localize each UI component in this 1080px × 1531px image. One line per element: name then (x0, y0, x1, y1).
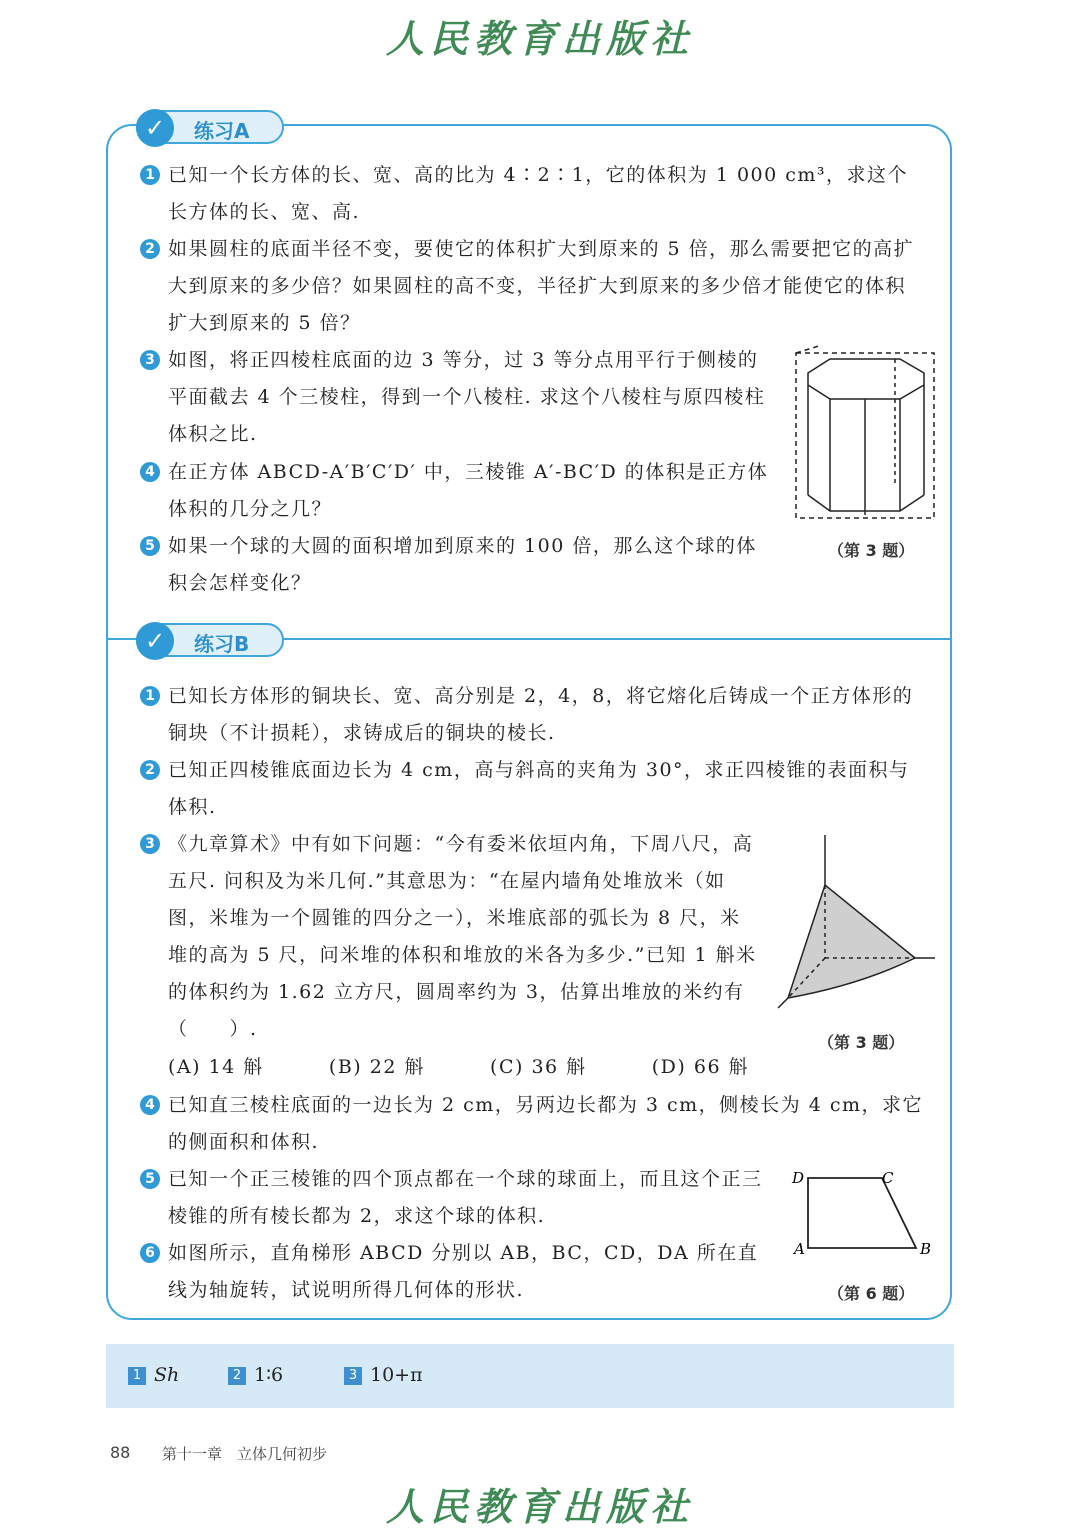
exercise-a-question-4: 4 在正方体 ABCD-A′B′C′D′ 中，三棱锥 A′-BC′D 的体积是正方体体积的几分之几？ (140, 454, 776, 528)
label-c: C (882, 1169, 894, 1187)
exercise-a-question-2: 2 如果圆柱的底面半径不变，要使它的体积扩大到原来的 5 倍，那么需要把它的高扩大到原来的多少倍？如果圆柱的高不变，半径扩大到原来的多少倍才能使它的体积扩大到原来的 5 倍？ (140, 231, 926, 342)
label-d: D (792, 1169, 805, 1187)
answer-1: 1 Sh (128, 1364, 179, 1386)
exercise-a-question-5: 5 如果一个球的大圆的面积增加到原来的 100 倍，那么这个球的体积会怎样变化？ (140, 528, 776, 602)
exercise-a-question-1: 1 已知一个长方体的长、宽、高的比为 4∶2∶1，它的体积为 1 000 cm³，求这个长方体的长、宽、高. (140, 157, 926, 231)
exercise-b-question-3-options: (A) 14 斛 (B) 22 斛 (C) 36 斛 (D) 66 斛 (168, 1056, 750, 1078)
exercise-b-title: 练习B (194, 632, 250, 656)
publisher-logo-bottom: 人民教育出版社 (385, 1484, 694, 1529)
trapezoid-figure (786, 1166, 936, 1261)
answer-3: 3 10+π (344, 1364, 423, 1386)
publisher-logo-top: 人民教育出版社 (385, 16, 694, 61)
chapter-title: 第十一章 立体几何初步 (162, 1445, 328, 1463)
exercise-b-question-6: 6 如图所示，直角梯形 ABCD 分别以 AB，BC，CD，DA 所在直线为轴旋转，试说明所得几何体的形状. (140, 1235, 776, 1309)
exercise-b-question-5: 5 已知一个正三棱锥的四个顶点都在一个球的球面上，而且这个正三棱锥的所有棱长都为 2，求这个球的体积. (140, 1161, 776, 1235)
exercise-b-question-3: 3 《九章算术》中有如下问题：“今有委米依垣内角，下周八尺，高五尺. 问积及为米几何.”其意思为：“在屋内墙角处堆放米（如图，米堆为一个圆锥的四分之一），米堆底部的弧长为 8 尺，米堆的高为 5 尺，问米堆的体积和堆放的米各为多少.”已知 1 斛米的体积约为 1.62 立方尺，圆周率约为 3，估算出堆放的米约有（ ）. (140, 826, 760, 1048)
answers-panel (106, 1344, 954, 1408)
exercise-b-question-4: 4 已知直三棱柱底面的一边长为 2 cm，另两边长都为 3 cm，侧棱长为 4 cm，求它的侧面积和体积. (140, 1087, 926, 1161)
exercise-a-title: 练习A (194, 119, 250, 143)
figure-3a-caption: （第 3 题） (828, 541, 915, 560)
exercise-a-tab (136, 110, 284, 144)
label-b: B (920, 1240, 932, 1258)
check-icon: ✓ (136, 109, 174, 147)
figure-3b-caption: （第 3 题） (818, 1033, 905, 1052)
answer-2: 2 1∶6 (228, 1364, 283, 1386)
exercise-a-question-3: 3 如图，将正四棱柱底面的边 3 等分，过 3 等分点用平行于侧棱的平面截去 4 个三棱柱，得到一个八棱柱. 求这个八棱柱与原四棱柱体积之比. (140, 342, 776, 453)
exercise-b-question-1: 1 已知长方体形的铜块长、宽、高分别是 2，4，8，将它熔化后铸成一个正方体形的铜块（不计损耗），求铸成后的铜块的棱长. (140, 678, 926, 752)
page-number: 88 (110, 1443, 131, 1462)
figure-6-caption: （第 6 题） (828, 1284, 915, 1303)
label-a: A (794, 1240, 805, 1258)
check-icon: ✓ (136, 622, 174, 660)
octagonal-prism-figure (790, 345, 940, 525)
exercise-b-tab (136, 623, 284, 657)
rice-pile-figure (770, 830, 940, 1010)
exercise-b-question-2: 2 已知正四棱锥底面边长为 4 cm，高与斜高的夹角为 30°，求正四棱锥的表面积与体积. (140, 752, 926, 826)
